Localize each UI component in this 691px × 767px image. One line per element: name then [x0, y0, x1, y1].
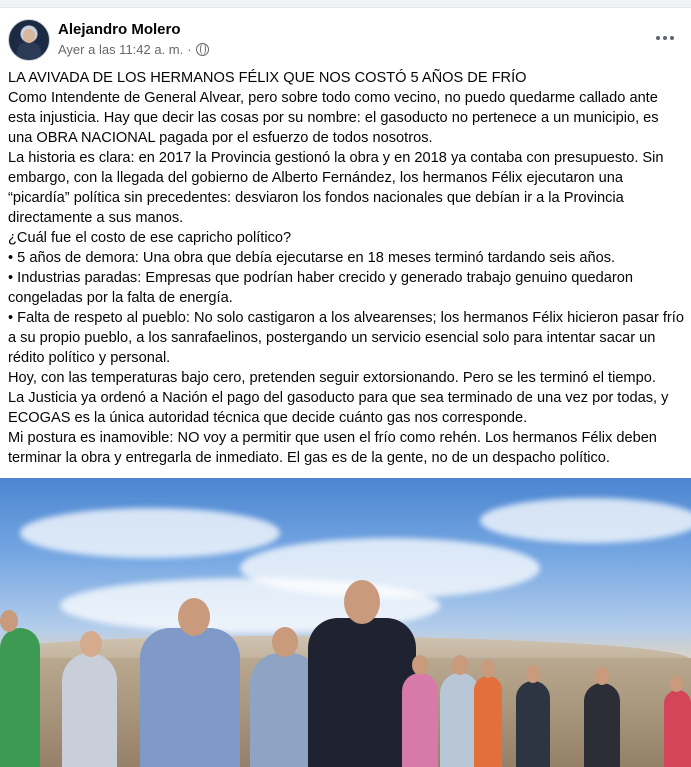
- post-title: LA AVIVADA DE LOS HERMANOS FÉLIX QUE NOS COSTÓ 5 AÑOS DE FRÍO: [8, 70, 527, 86]
- more-options-icon[interactable]: [651, 24, 679, 52]
- author-name[interactable]: Alejandro Molero: [58, 21, 181, 38]
- author-avatar[interactable]: [8, 19, 50, 61]
- post-body: [8, 68, 684, 468]
- globe-icon: [196, 43, 209, 56]
- photo-person: [402, 673, 438, 767]
- post-paragraph: ¿Cuál fue el costo de ese capricho político?: [8, 230, 292, 246]
- meta-separator: ·: [187, 42, 192, 57]
- post-header: [0, 14, 691, 66]
- photo-person: [584, 683, 620, 767]
- photo-person: [62, 653, 117, 767]
- post-paragraph: La Justicia ya ordenó a Nación el pago del gasoducto para que sea terminado de una vez por todas, y ECOGAS es la única autoridad técnica que decide cuánto gas nos corresponde.: [8, 390, 669, 426]
- post-paragraph: Mi postura es inamovible: NO voy a permitir que usen el frío como rehén. Los hermanos Félix deben terminar la obra y entregarla de inmediato. El gas es de la gente, no de un despacho político.: [8, 430, 657, 466]
- post-paragraph: Hoy, con las temperaturas bajo cero, pretenden seguir extorsionando. Pero se les terminó el tiempo.: [8, 370, 656, 386]
- photo-person: [140, 628, 240, 767]
- photo-person: [0, 628, 40, 767]
- photo-person: [474, 676, 502, 767]
- photo-person: [516, 681, 550, 767]
- post-bullet: • Industrias paradas: Empresas que podrían haber crecido y generado trabajo genuino quedaron congeladas por la falta de energía.: [8, 270, 633, 306]
- photo-person: [664, 690, 691, 767]
- post-meta: [58, 42, 209, 57]
- post-paragraph: La historia es clara: en 2017 la Provincia gestionó la obra y en 2018 ya contaba con presupuesto. Sin embargo, con la llegada del gobierno de Alberto Fernández, los hermanos Félix ejecutaron una “picardía” política sin precedentes: desviaron los fondos nacionales que debían ir a la Provincia directamente a sus manos.: [8, 150, 664, 226]
- post-bullet: • 5 años de demora: Una obra que debía ejecutarse en 18 meses terminó tardando seis años.: [8, 250, 616, 266]
- top-divider: [0, 0, 691, 8]
- post-bullet: • Falta de respeto al pueblo: No solo castigaron a los alvearenses; los hermanos Félix hicieron pasar frío a su propio pueblo, a los sanrafaelinos, postergando un servicio esencial solo para intentar sacar un rédito político y personal.: [8, 310, 684, 366]
- photo-person: [308, 618, 416, 767]
- post-photo[interactable]: [0, 478, 691, 767]
- post-timestamp[interactable]: Ayer a las 11:42 a. m.: [58, 42, 184, 57]
- post-paragraph: Como Intendente de General Alvear, pero sobre todo como vecino, no puedo quedarme callado ante esta injusticia. Hay que decir las cosas por su nombre: el gasoducto no pertenece a un municipio, es una OBRA NACIONAL pagada por el esfuerzo de todos nosotros.: [8, 90, 659, 146]
